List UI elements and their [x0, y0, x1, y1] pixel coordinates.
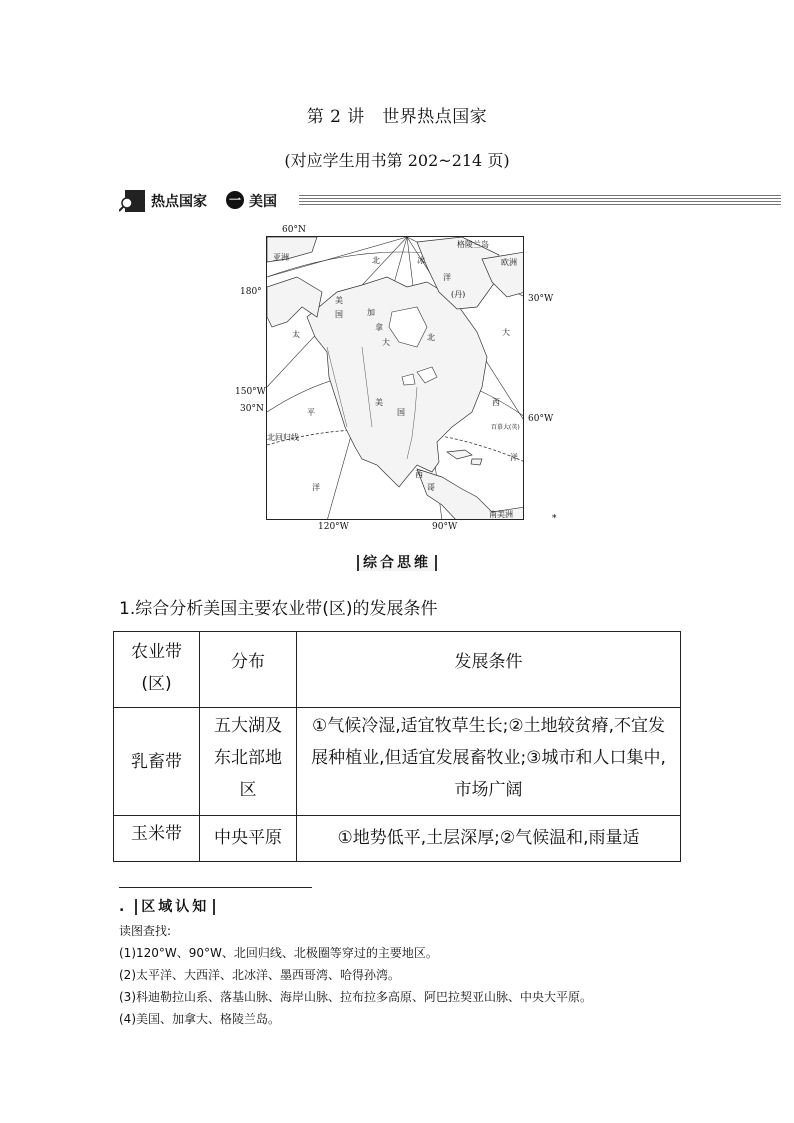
map-label-europe: 欧洲	[501, 258, 517, 267]
map-label-dan: (丹)	[451, 290, 466, 299]
table-row	[114, 708, 681, 816]
map-label-ge: 哥	[427, 483, 435, 492]
map-label-na: 拿	[375, 323, 383, 332]
cell-conditions: ①气候冷湿,适宜牧草生长;②土地较贫瘠,不宜发展种植业,但适宜发展畜牧业;③城市和人口集中,市场广阔	[297, 708, 681, 816]
footnote-line-4: (4)美国、加拿大、格陵兰岛。	[119, 1012, 280, 1026]
header-distribution: 分布	[200, 632, 297, 708]
table-row	[114, 816, 681, 862]
map-asterisk: *	[552, 514, 557, 524]
footnote-heading	[119, 896, 215, 916]
lon-60w-label: 60°W	[528, 414, 554, 424]
lon-150w-label: 150°W	[235, 387, 266, 397]
map-label-yang: 洋	[443, 273, 451, 282]
map-label-da: 大	[382, 338, 390, 347]
map-label-xi2: 西	[415, 470, 423, 479]
north-america-map	[266, 236, 524, 520]
map-label-asia: 亚洲	[273, 253, 289, 262]
header-conditions: 发展条件	[297, 632, 681, 708]
question-1: 1.综合分析美国主要农业带(区)的发展条件	[119, 599, 438, 619]
map-label-greenland: 格陵兰岛	[457, 240, 489, 249]
header-belt: 农业带(区)	[114, 632, 200, 708]
footnote-line-0: 读图查找:	[119, 924, 172, 938]
map-label-tropic: 北回归线	[267, 433, 299, 442]
cell-distribution: 五大湖及东北部地区	[200, 708, 297, 816]
map-label-bing: 冰	[417, 256, 425, 265]
map-label-guo2: 国	[397, 408, 405, 417]
map-label-xi: 西	[492, 398, 500, 407]
map-label-ping: 平	[307, 408, 315, 417]
map-label-yang2: 洋	[510, 453, 518, 462]
map-label-da2: 大	[502, 328, 510, 337]
comprehensive-heading-text: 综合思维	[357, 555, 437, 571]
lat-30n-label: 30°N	[240, 404, 264, 414]
section-divider	[299, 195, 781, 207]
page-subtitle: (对应学生用书第 202~214 页)	[284, 151, 510, 170]
lon-90w-label: 90°W	[432, 522, 458, 532]
lon-120w-label: 120°W	[318, 522, 349, 532]
footnote-prefix: .	[119, 899, 128, 915]
map-label-yang3: 洋	[312, 483, 320, 492]
section-bar	[119, 188, 781, 214]
map-label-south-america: 南美洲	[489, 510, 513, 519]
footnote-line-1: (1)120°W、90°W、北回归线、北极圈等穿过的主要地区。	[119, 946, 438, 960]
table-header-row	[114, 632, 681, 708]
map-label-mei: 美	[335, 296, 343, 305]
map-label-mei2: 美	[375, 398, 383, 407]
footnote-divider	[119, 887, 312, 888]
cell-belt: 乳畜带	[114, 708, 200, 816]
lon-30w-label: 30°W	[528, 294, 554, 304]
page-title: 第 2 讲 世界热点国家	[306, 107, 488, 127]
cell-belt: 玉米带	[114, 816, 200, 862]
map-label-tai: 太	[292, 330, 300, 339]
footnote-heading-text: 区域认知	[135, 899, 215, 915]
section-label: 热点国家	[151, 194, 207, 210]
lon-180-label: 180°	[240, 287, 262, 297]
section-number-badge: 一	[226, 191, 244, 209]
map-label-bei: 北	[372, 256, 380, 265]
map-drawing	[267, 237, 524, 520]
footnote-line-2: (2)太平洋、大西洋、北冰洋、墨西哥湾、哈得孙湾。	[119, 968, 401, 982]
map-label-jia: 加	[367, 308, 375, 317]
map-label-bei2: 北	[427, 333, 435, 342]
footnote-line-3: (3)科迪勒拉山系、落基山脉、海岸山脉、拉布拉多高原、阿巴拉契亚山脉、中央大平原。	[119, 990, 593, 1004]
magnifier-icon	[119, 190, 145, 212]
comprehensive-heading	[0, 552, 794, 572]
section-topic: 美国	[249, 194, 277, 210]
map-label-bermuda: 百慕大(英)	[491, 424, 520, 431]
cell-distribution: 中央平原	[200, 816, 297, 862]
agriculture-table	[113, 631, 681, 862]
cell-conditions: ①地势低平,土层深厚;②气候温和,雨量适	[297, 816, 681, 862]
lat-60n-label: 60°N	[282, 225, 306, 235]
map-label-guo: 国	[335, 310, 343, 319]
